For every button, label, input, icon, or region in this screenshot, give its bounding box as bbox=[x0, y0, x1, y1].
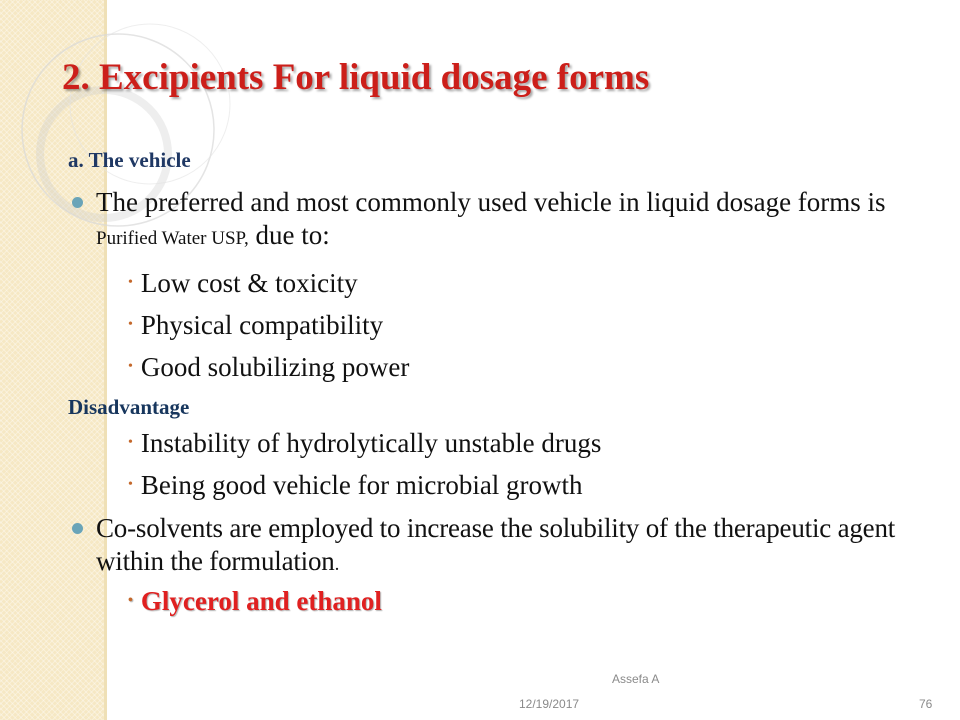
diamond-bullet-icon: • bbox=[128, 317, 133, 332]
disadvantage-text: Being good vehicle for microbial growth bbox=[140, 470, 583, 500]
diamond-bullet-icon: • bbox=[128, 593, 133, 608]
reason-text: Physical compatibility bbox=[140, 310, 384, 340]
reason-text: Good solubilizing power bbox=[140, 352, 410, 382]
reason-item bbox=[128, 268, 358, 299]
disadvantage-item bbox=[128, 428, 601, 459]
bullet-text-end: due to: bbox=[248, 220, 330, 250]
disadvantage-heading: Disadvantage bbox=[68, 395, 190, 419]
bullet-item-cosolvents bbox=[96, 512, 926, 581]
footer-date: 12/19/2017 bbox=[519, 697, 580, 711]
diamond-bullet-icon: • bbox=[128, 275, 133, 290]
footer-page-number: 76 bbox=[919, 697, 933, 711]
cosolvent-example bbox=[128, 586, 382, 617]
diamond-bullet-icon: • bbox=[128, 435, 133, 450]
diamond-bullet-icon: • bbox=[128, 359, 133, 374]
bullet-text: Co-solvents are employed to increase the solubility of the therapeutic agent within the formulation bbox=[96, 513, 896, 576]
disadvantage-item bbox=[128, 470, 583, 501]
bullet-text: The preferred and most commonly used vehicle in liquid dosage forms is bbox=[96, 187, 886, 217]
disadvantage-text: Instability of hydrolytically unstable drugs bbox=[140, 428, 602, 458]
bullet-text-small: . bbox=[334, 554, 340, 575]
diamond-bullet-icon: • bbox=[128, 477, 133, 492]
bullet-dot bbox=[72, 523, 83, 534]
reason-item bbox=[128, 352, 409, 383]
reason-text: Low cost & toxicity bbox=[140, 268, 358, 298]
slide-title: 2. Excipients For liquid dosage forms bbox=[62, 57, 650, 98]
footer-author: Assefa A bbox=[612, 672, 660, 686]
cosolvent-example-text: Glycerol and ethanol bbox=[140, 586, 382, 616]
reason-item bbox=[128, 310, 383, 341]
bullet-item-vehicle bbox=[96, 186, 926, 255]
section-heading: a. The vehicle bbox=[68, 148, 191, 172]
bullet-text-small: Purified Water USP, bbox=[96, 228, 249, 249]
bullet-dot bbox=[72, 197, 83, 208]
